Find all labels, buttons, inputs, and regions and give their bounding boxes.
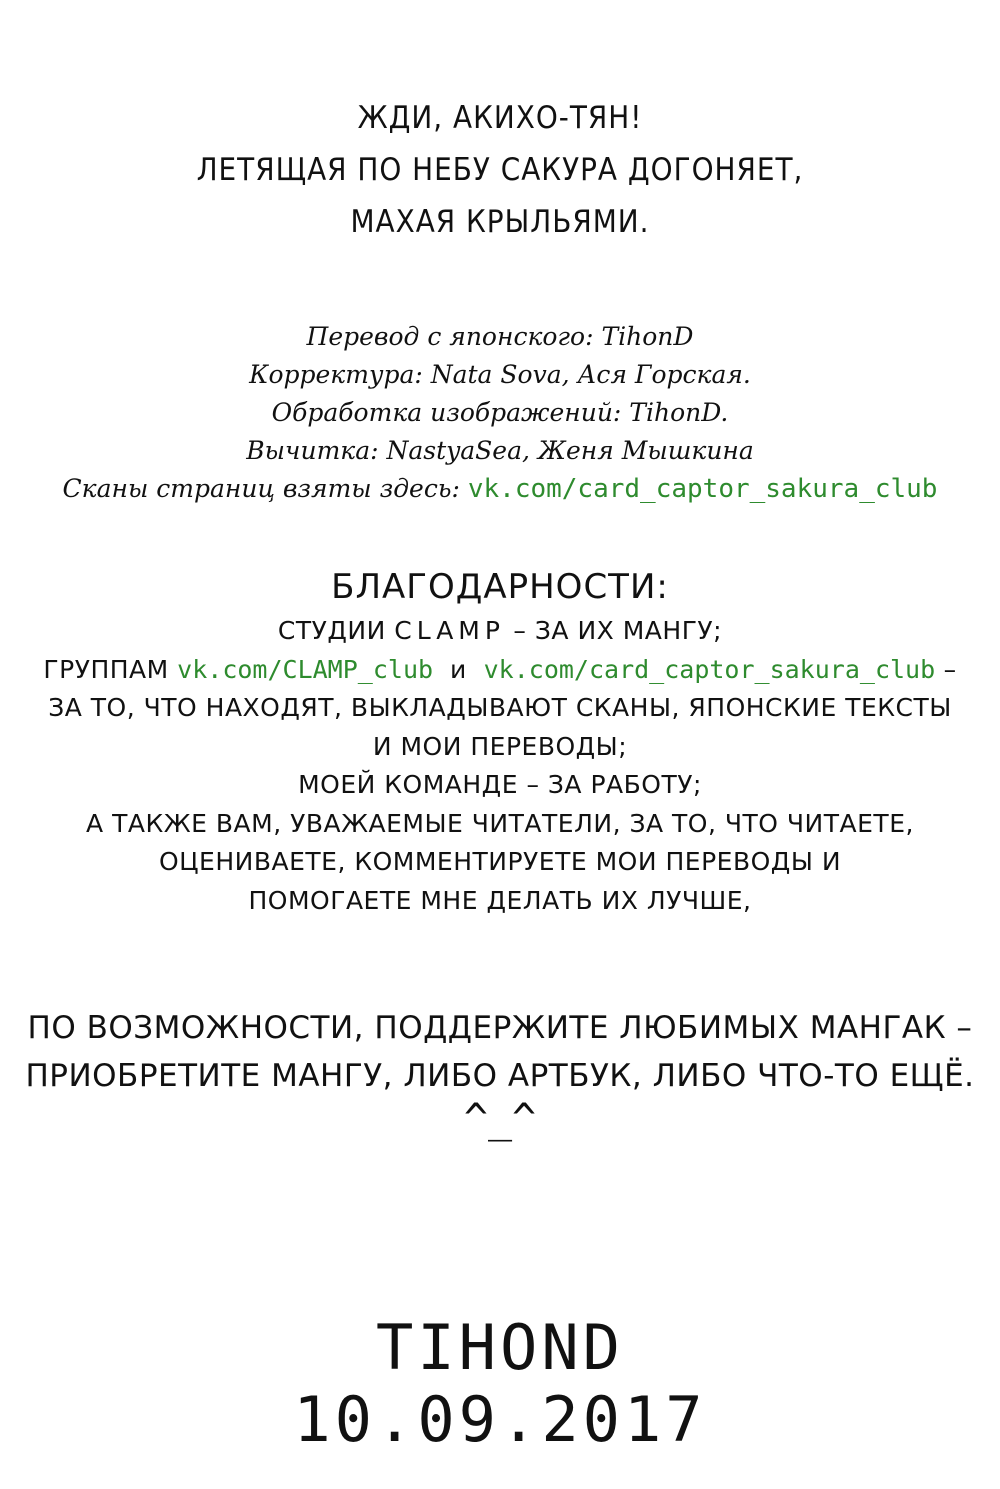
groups-dash: – bbox=[943, 654, 957, 684]
credit-scans bbox=[0, 470, 1000, 508]
thanks-line-8: ПОМОГАЕТЕ МНЕ ДЕЛАТЬ ИХ ЛУЧШЕ, bbox=[248, 885, 752, 915]
signature-date: 10.09.2017 bbox=[293, 1383, 707, 1456]
intro-text bbox=[0, 92, 1000, 248]
signature-name: TIHOND bbox=[376, 1311, 624, 1384]
thanks-line-3: ЗА ТО, ЧТО НАХОДЯТ, ВЫКЛАДЫВАЮТ СКАНЫ, ЯПОНСКИЕ ТЕКСТЫ bbox=[48, 693, 952, 722]
signature-block bbox=[0, 1312, 1000, 1456]
groups-link-ccs[interactable]: vk.com/card_captor_sakura_club bbox=[483, 654, 936, 684]
groups-link-clamp[interactable]: vk.com/CLAMP_club bbox=[177, 654, 434, 684]
thanks-studio-line bbox=[0, 612, 1000, 651]
thanks-title: БЛАГОДАРНОСТИ: bbox=[331, 567, 669, 607]
scans-link[interactable]: vk.com/card_captor_sakura_club bbox=[467, 474, 938, 504]
scans-label: Сканы страниц взяты здесь: bbox=[62, 474, 460, 503]
thanks-line-7: ОЦЕНИВАЕТЕ, КОММЕНТИРУЕТЕ МОИ ПЕРЕВОДЫ И bbox=[158, 847, 842, 876]
thanks-line-6: А ТАКЖЕ ВАМ, УВАЖАЕМЫЕ ЧИТАТЕЛИ, ЗА ТО, ЧТО ЧИТАЕТЕ, bbox=[86, 808, 914, 838]
support-line-2: ПРИОБРЕТИТЕ МАНГУ, ЛИБО АРТБУК, ЛИБО ЧТО-ТО ЕЩЁ. bbox=[25, 1058, 975, 1094]
credit-proofreading: Корректура: Nata Sova, Ася Горская. bbox=[249, 360, 751, 389]
studio-name: CLAMP bbox=[394, 616, 505, 645]
smiley-face: ^_^ bbox=[463, 1096, 537, 1142]
credit-editing: Вычитка: NastyaSea, Женя Мышкина bbox=[246, 436, 754, 465]
credit-image-processing: Обработка изображений: TihonD. bbox=[271, 398, 729, 427]
studio-prefix: СТУДИИ bbox=[277, 616, 386, 645]
credit-translation: Перевод с японского: TihonD bbox=[306, 322, 694, 351]
intro-line-3: МАХАЯ КРЫЛЬЯМИ. bbox=[350, 204, 650, 240]
groups-and: и bbox=[449, 654, 467, 684]
thanks-line-5: МОЕЙ КОМАНДЕ – ЗА РАБОТУ; bbox=[298, 770, 702, 799]
thanks-line-4: И МОИ ПЕРЕВОДЫ; bbox=[372, 731, 628, 761]
support-line-1: ПО ВОЗМОЖНОСТИ, ПОДДЕРЖИТЕ ЛЮБИМЫХ МАНГАК – bbox=[27, 1010, 973, 1046]
credits-block bbox=[0, 318, 1000, 508]
groups-prefix: ГРУППАМ bbox=[43, 654, 169, 684]
studio-suffix: – ЗА ИХ МАНГУ; bbox=[513, 616, 723, 645]
intro-line-1: ЖДИ, АКИХО-ТЯН! bbox=[357, 100, 643, 136]
thanks-block bbox=[0, 612, 1000, 920]
support-text bbox=[0, 1004, 1000, 1100]
thanks-groups-line bbox=[0, 651, 1000, 690]
intro-line-2: ЛЕТЯЩАЯ ПО НЕБУ САКУРА ДОГОНЯЕТ, bbox=[196, 152, 804, 188]
